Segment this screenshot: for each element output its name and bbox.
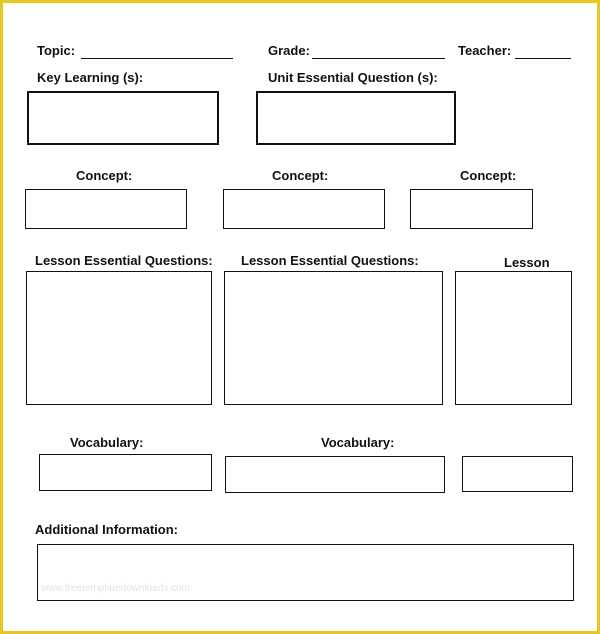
lesson-question-label-1: Lesson Essential Questions: (35, 253, 213, 268)
key-learning-box[interactable] (27, 91, 219, 145)
vocabulary-box-2[interactable] (225, 456, 445, 493)
lesson-question-box-1[interactable] (26, 271, 212, 405)
key-learning-label: Key Learning (s): (37, 70, 144, 85)
vocabulary-label-1: Vocabulary: (70, 435, 144, 450)
additional-information-label: Additional Information: (35, 522, 178, 537)
lesson-box-3[interactable] (455, 271, 572, 405)
unit-essential-question-label: Unit Essential Question (s): (268, 70, 438, 85)
unit-essential-question-box[interactable] (256, 91, 456, 145)
concept-label-2: Concept: (272, 168, 329, 183)
lesson-label-3: Lesson (504, 255, 550, 270)
concept-box-3[interactable] (410, 189, 533, 229)
vocabulary-label-2: Vocabulary: (321, 435, 395, 450)
teacher-field[interactable] (515, 58, 571, 59)
grade-label: Grade: (268, 43, 310, 58)
lesson-question-box-2[interactable] (224, 271, 443, 405)
vocabulary-box-3[interactable] (462, 456, 573, 492)
concept-box-2[interactable] (223, 189, 385, 229)
topic-field[interactable] (81, 58, 233, 59)
watermark-text: www.freetemplatedownloads.com (41, 583, 190, 594)
lesson-question-label-2: Lesson Essential Questions: (241, 253, 419, 268)
vocabulary-box-1[interactable] (39, 454, 212, 491)
concept-box-1[interactable] (25, 189, 187, 229)
grade-field[interactable] (312, 58, 445, 59)
concept-label-1: Concept: (76, 168, 133, 183)
teacher-label: Teacher: (458, 43, 512, 58)
topic-label: Topic: (37, 43, 76, 58)
concept-label-3: Concept: (460, 168, 517, 183)
